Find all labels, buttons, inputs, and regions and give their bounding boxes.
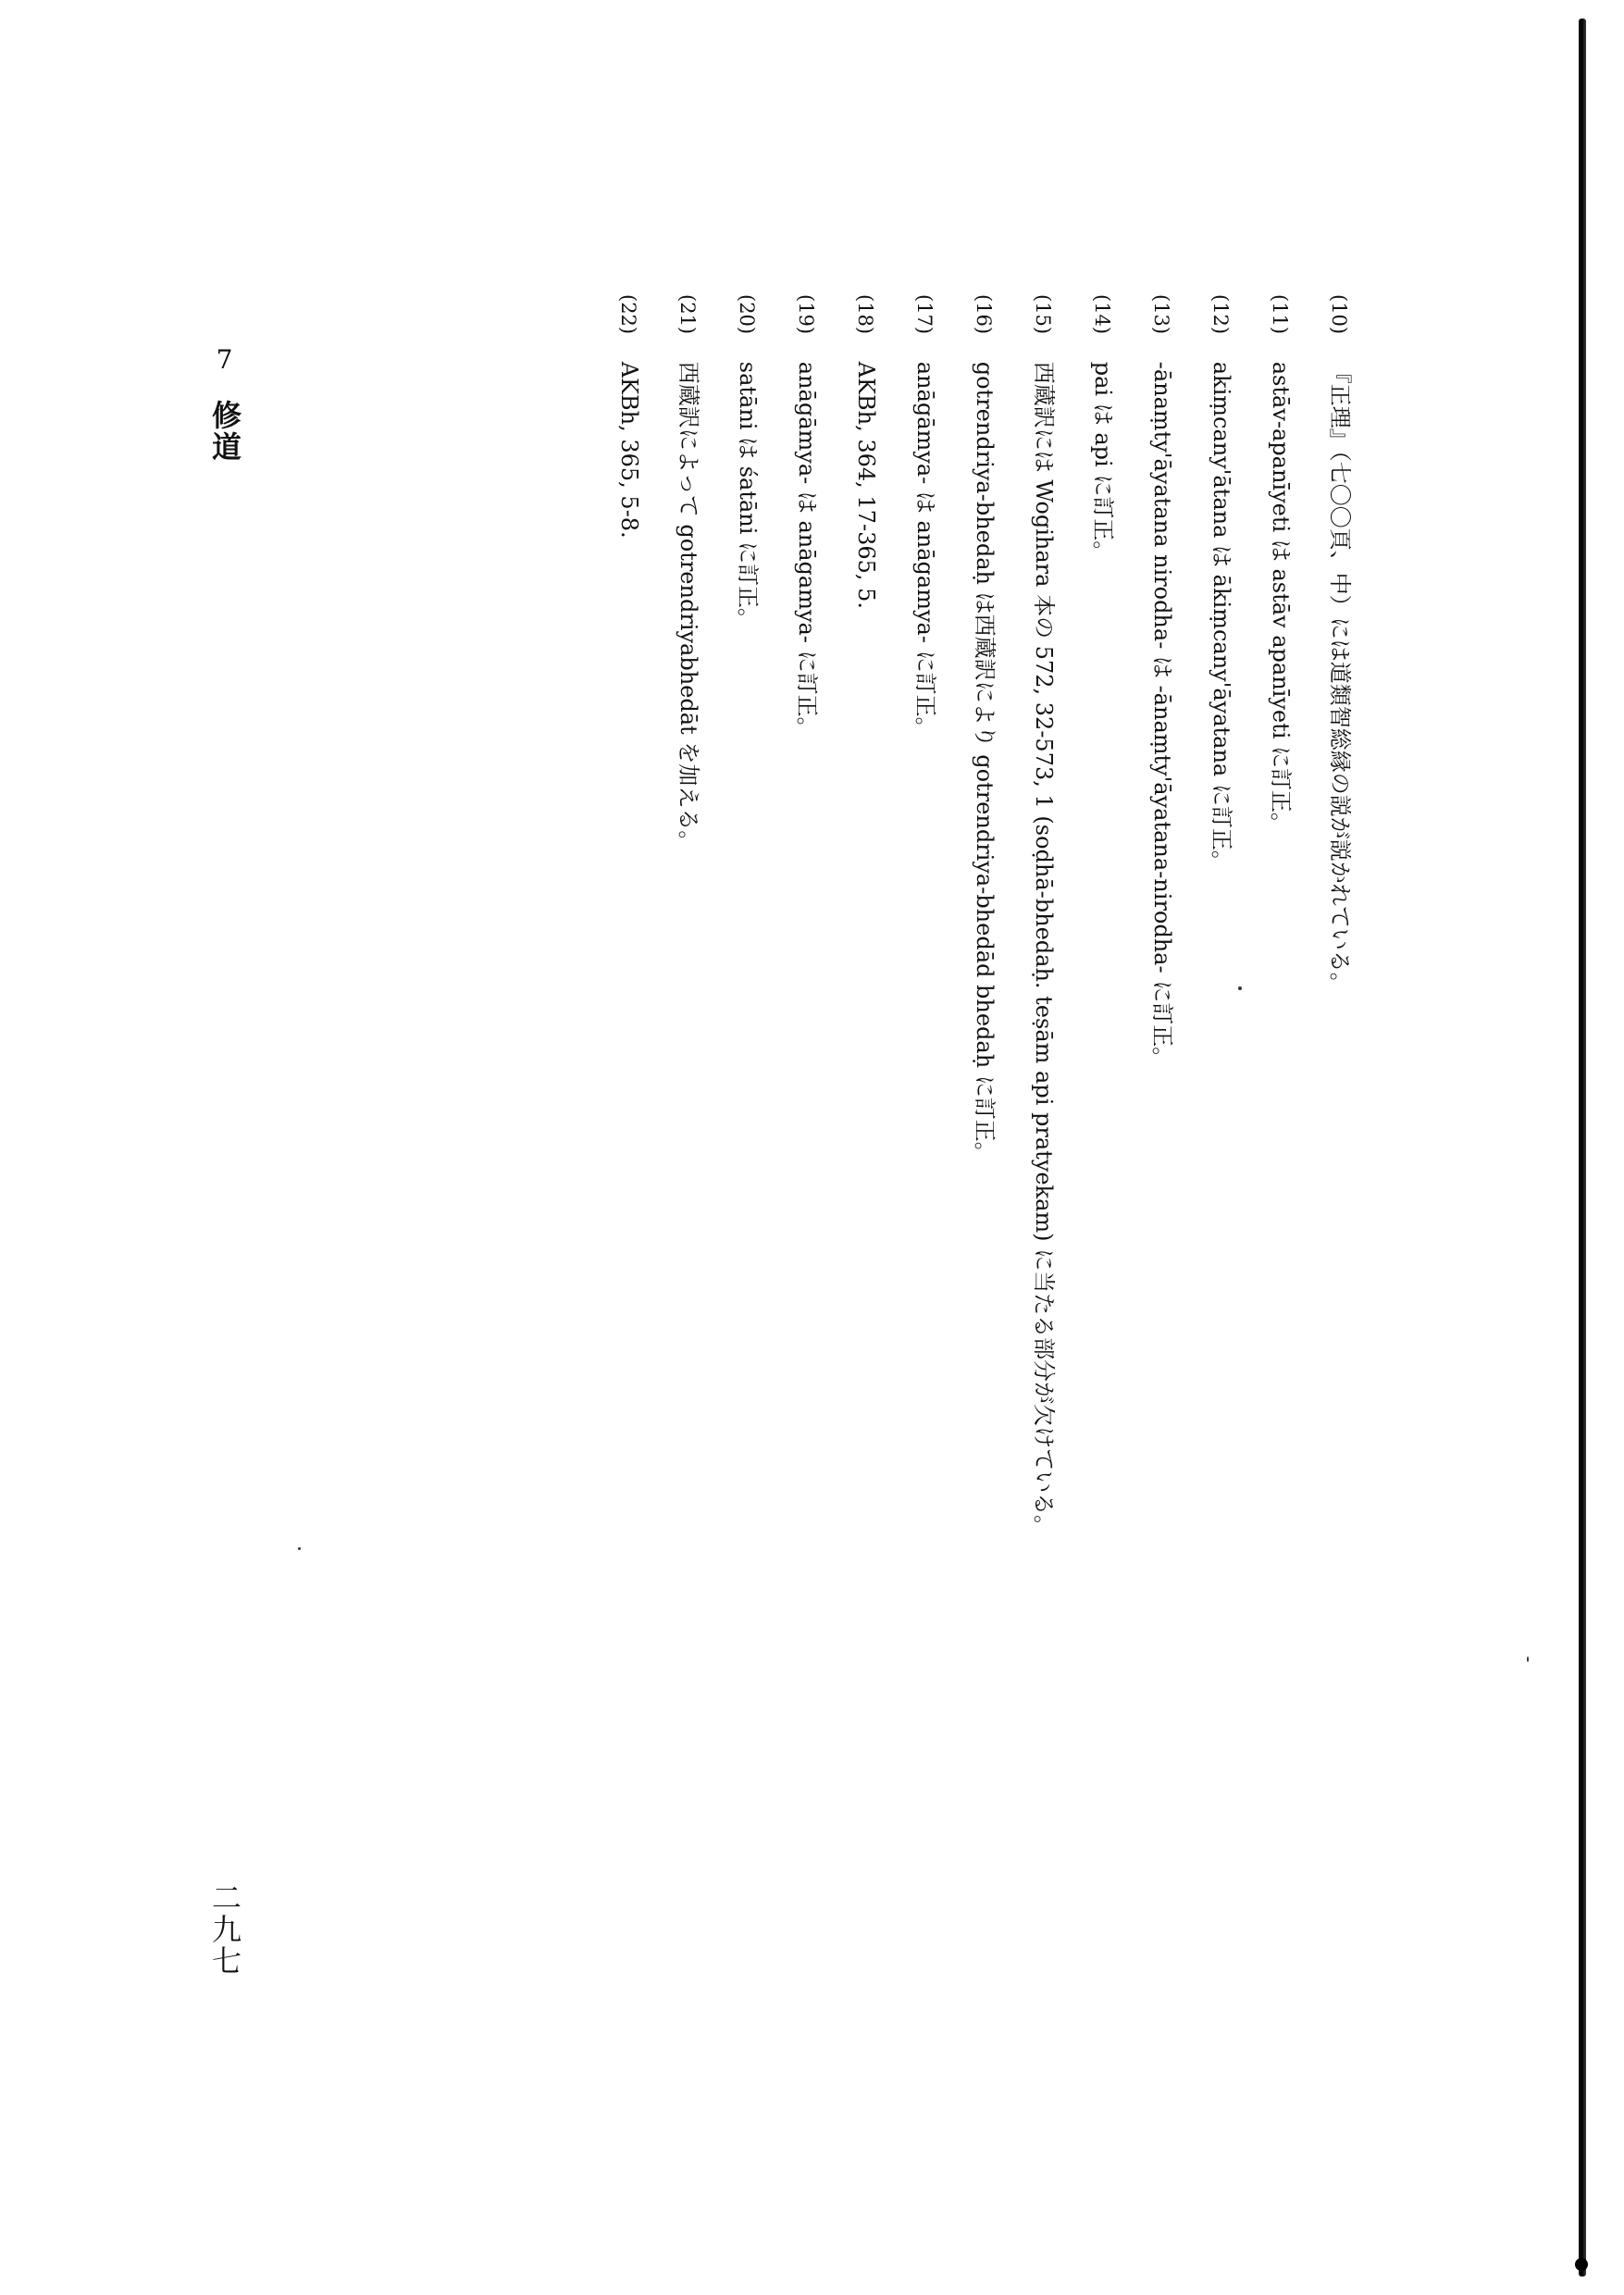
footnote-13: [1146, 294, 1178, 1069]
scan-speck: [1527, 1656, 1529, 1662]
footnote-11: [1264, 294, 1296, 835]
footnote-text: AKBh, 364, 17-365, 5.: [853, 361, 879, 610]
scan-edge: [1579, 19, 1586, 2276]
footnote-14: [1086, 294, 1119, 563]
page-number: 二九七: [207, 1882, 242, 1977]
footnote-10: [1323, 294, 1356, 995]
scan-edge-mark: [1575, 2258, 1588, 2271]
footnote-text: akiṃcany'ātana は ākiṃcany'āyatana に訂正。: [1209, 361, 1234, 873]
footnote-16: [968, 294, 1000, 1164]
footnote-text: gotrendriya-bhedaḥ は西蔵訳により gotrendriya-bhedād bhedaḥ に訂正。: [972, 361, 998, 1164]
footnote-number: (19): [795, 294, 817, 335]
footnote-15: [1027, 294, 1060, 1537]
footnote-number: (12): [1209, 294, 1232, 335]
footnote-21: [672, 294, 704, 852]
footnote-number: (11): [1269, 294, 1291, 335]
footnote-number: (10): [1328, 294, 1350, 335]
footnote-text: satāni は śatāni に訂正。: [735, 361, 761, 631]
section-title: 修道: [207, 400, 242, 463]
footnote-number: (21): [676, 294, 699, 335]
scan-speck: [298, 1547, 301, 1550]
footnote-number: (18): [854, 294, 876, 335]
footnote-text: 西蔵訳には Wogihara 本の 572, 32-573, 1 (soḍhā-bhedaḥ. teṣām api pratyekam) に当たる部分が欠けている。: [1031, 361, 1057, 1538]
footnote-text: anāgāmya- は anāgamya- に訂正。: [912, 361, 938, 739]
footnote-text: AKBh, 365, 5-8.: [616, 361, 642, 539]
footnote-20: [731, 294, 763, 630]
footnote-number: (20): [736, 294, 758, 335]
footnote-text: pai は api に訂正。: [1090, 361, 1116, 564]
footnote-number: (22): [617, 294, 639, 335]
footnote-number: (16): [973, 294, 995, 335]
scan-speck: [1238, 986, 1242, 990]
footnote-19: [790, 294, 823, 739]
footnote-number: (17): [913, 294, 936, 335]
footnote-text: 『正理』（七〇〇頁、中）には道類智総縁の説が説かれている。: [1327, 361, 1353, 995]
section-number: 7: [209, 344, 240, 375]
footnote-number: (14): [1091, 294, 1113, 335]
footnote-12: [1205, 294, 1237, 873]
footnote-number: (13): [1150, 294, 1172, 335]
footnote-text: -ānaṃty'āyatana nirodha- は -ānaṃty'āyatana-nirodha- に訂正。: [1149, 361, 1175, 1070]
footnote-number: (15): [1032, 294, 1054, 335]
footnote-text: astāv-apanīyeti は astāv apanīyeti に訂正。: [1268, 361, 1294, 836]
footnote-22: [613, 294, 645, 539]
footnote-text: anāgāmya- は anāgamya- に訂正。: [794, 361, 820, 739]
footnote-text: 西蔵訳によって gotrendriyabhedāt を加える。: [676, 361, 701, 853]
footnote-18: [849, 294, 882, 609]
footnote-17: [909, 294, 941, 739]
